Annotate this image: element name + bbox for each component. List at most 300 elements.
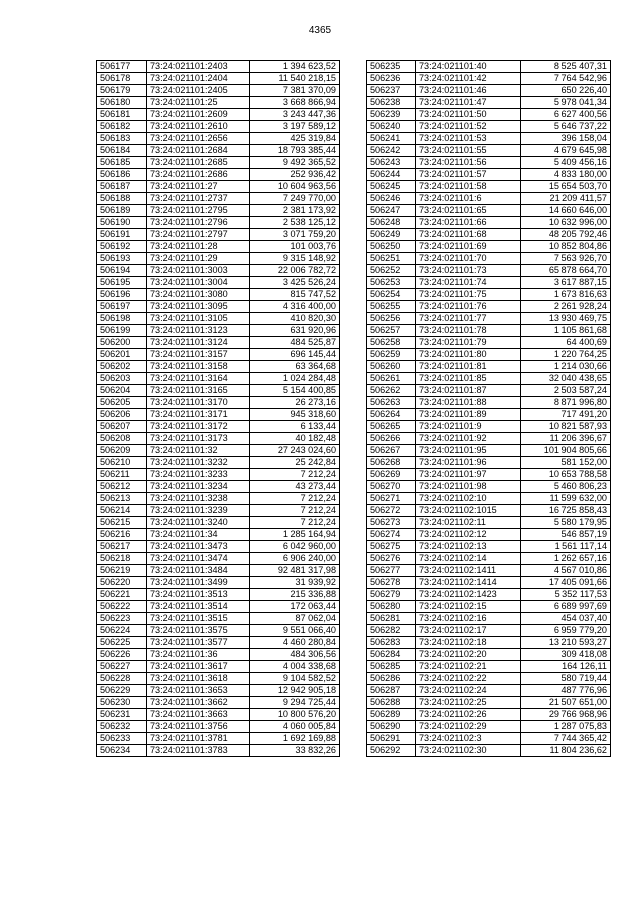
- record-number: 506248: [367, 217, 416, 229]
- cadastral-value: 6 689 997,69: [521, 601, 611, 613]
- cadastral-number: 73:24:021101:74: [416, 277, 521, 289]
- cadastral-value: 11 804 236,62: [521, 745, 611, 757]
- cadastral-number: 73:24:021101:47: [416, 97, 521, 109]
- record-number: 506279: [367, 589, 416, 601]
- cadastral-number: 73:24:021101:9: [416, 421, 521, 433]
- table-row: [97, 253, 340, 265]
- table-row: [367, 565, 611, 577]
- cadastral-value: 18 793 385,44: [250, 145, 340, 157]
- cadastral-value: 2 381 173,92: [250, 205, 340, 217]
- cadastral-number: 73:24:021101:50: [416, 109, 521, 121]
- record-number: 506190: [97, 217, 147, 229]
- table-row: [367, 277, 611, 289]
- table-row: [97, 409, 340, 421]
- record-number: 506193: [97, 253, 147, 265]
- record-number: 506257: [367, 325, 416, 337]
- cadastral-value: 10 604 963,56: [250, 181, 340, 193]
- cadastral-number: 73:24:021101:3232: [147, 457, 250, 469]
- cadastral-value: 48 205 792,46: [521, 229, 611, 241]
- cadastral-number: 73:24:021101:53: [416, 133, 521, 145]
- record-number: 506266: [367, 433, 416, 445]
- record-number: 506237: [367, 85, 416, 97]
- cadastral-number: 73:24:021101:56: [416, 157, 521, 169]
- table-row: [367, 217, 611, 229]
- table-row: [97, 709, 340, 721]
- table-row: [97, 421, 340, 433]
- table-row: [97, 565, 340, 577]
- cadastral-number: 73:24:021101:2610: [147, 121, 250, 133]
- cadastral-number: 73:24:021101:46: [416, 85, 521, 97]
- table-row: [97, 601, 340, 613]
- record-number: 506200: [97, 337, 147, 349]
- record-number: 506241: [367, 133, 416, 145]
- table-row: [97, 397, 340, 409]
- cadastral-value: 484 306,56: [250, 649, 340, 661]
- cadastral-number: 73:24:021101:2737: [147, 193, 250, 205]
- cadastral-number: 73:24:021102:20: [416, 649, 521, 661]
- cadastral-number: 73:24:021101:3239: [147, 505, 250, 517]
- record-number: 506201: [97, 349, 147, 361]
- cadastral-number: 73:24:021101:42: [416, 73, 521, 85]
- record-number: 506259: [367, 349, 416, 361]
- table-row: [367, 253, 611, 265]
- record-number: 506234: [97, 745, 147, 757]
- cadastral-value: 7 764 542,96: [521, 73, 611, 85]
- cadastral-number: 73:24:021102:1015: [416, 505, 521, 517]
- cadastral-number: 73:24:021101:78: [416, 325, 521, 337]
- cadastral-value: 6 627 400,56: [521, 109, 611, 121]
- cadastral-number: 73:24:021101:3662: [147, 697, 250, 709]
- cadastral-number: 73:24:021102:1414: [416, 577, 521, 589]
- table-row: [367, 229, 611, 241]
- record-number: 506231: [97, 709, 147, 721]
- record-number: 506223: [97, 613, 147, 625]
- table-row: [367, 433, 611, 445]
- cadastral-number: 73:24:021102:3: [416, 733, 521, 745]
- cadastral-value: 4 833 180,00: [521, 169, 611, 181]
- record-number: 506264: [367, 409, 416, 421]
- table-row: [367, 361, 611, 373]
- record-number: 506265: [367, 421, 416, 433]
- record-number: 506263: [367, 397, 416, 409]
- record-number: 506224: [97, 625, 147, 637]
- cadastral-value: 9 104 582,52: [250, 673, 340, 685]
- table-row: [97, 229, 340, 241]
- cadastral-number: 73:24:021101:69: [416, 241, 521, 253]
- cadastral-value: 9 294 725,44: [250, 697, 340, 709]
- table-row: [97, 385, 340, 397]
- cadastral-number: 73:24:021101:92: [416, 433, 521, 445]
- table-row: [97, 181, 340, 193]
- cadastral-number: 73:24:021101:3080: [147, 289, 250, 301]
- cadastral-number: 73:24:021101:3575: [147, 625, 250, 637]
- cadastral-value: 27 243 024,60: [250, 445, 340, 457]
- record-number: 506209: [97, 445, 147, 457]
- cadastral-value: 9 492 365,52: [250, 157, 340, 169]
- cadastral-number: 73:24:021101:55: [416, 145, 521, 157]
- cadastral-value: 580 719,44: [521, 673, 611, 685]
- cadastral-number: 73:24:021102:17: [416, 625, 521, 637]
- cadastral-number: 73:24:021101:80: [416, 349, 521, 361]
- record-number: 506222: [97, 601, 147, 613]
- cadastral-value: 309 418,08: [521, 649, 611, 661]
- table-row: [97, 169, 340, 181]
- cadastral-table-right: [366, 60, 611, 757]
- record-number: 506291: [367, 733, 416, 745]
- record-number: 506254: [367, 289, 416, 301]
- cadastral-value: 4 004 338,68: [250, 661, 340, 673]
- cadastral-value: 1 214 030,66: [521, 361, 611, 373]
- record-number: 506276: [367, 553, 416, 565]
- cadastral-value: 22 006 782,72: [250, 265, 340, 277]
- table-row: [367, 337, 611, 349]
- record-number: 506246: [367, 193, 416, 205]
- cadastral-number: 73:24:021101:3004: [147, 277, 250, 289]
- record-number: 506199: [97, 325, 147, 337]
- cadastral-number: 73:24:021101:98: [416, 481, 521, 493]
- table-row: [97, 685, 340, 697]
- table-row: [367, 289, 611, 301]
- table-row: [367, 313, 611, 325]
- table-row: [367, 457, 611, 469]
- table-row: [367, 109, 611, 121]
- table-row: [367, 637, 611, 649]
- table-row: [97, 157, 340, 169]
- table-row: [367, 529, 611, 541]
- table-row: [367, 421, 611, 433]
- record-number: 506253: [367, 277, 416, 289]
- record-number: 506198: [97, 313, 147, 325]
- table-row: [97, 349, 340, 361]
- cadastral-value: 7 212,24: [250, 469, 340, 481]
- table-row: [97, 697, 340, 709]
- table-row: [367, 169, 611, 181]
- record-number: 506208: [97, 433, 147, 445]
- cadastral-value: 7 212,24: [250, 517, 340, 529]
- table-row: [97, 613, 340, 625]
- table-row: [97, 505, 340, 517]
- cadastral-number: 73:24:021101:34: [147, 529, 250, 541]
- record-number: 506233: [97, 733, 147, 745]
- cadastral-value: 31 939,92: [250, 577, 340, 589]
- cadastral-number: 73:24:021101:96: [416, 457, 521, 469]
- table-row: [367, 385, 611, 397]
- cadastral-number: 73:24:021101:95: [416, 445, 521, 457]
- table-row: [367, 97, 611, 109]
- table-row: [97, 529, 340, 541]
- cadastral-value: 1 105 861,68: [521, 325, 611, 337]
- table-row: [97, 661, 340, 673]
- table-row: [97, 541, 340, 553]
- table-row: [97, 589, 340, 601]
- record-number: 506215: [97, 517, 147, 529]
- cadastral-number: 73:24:021101:3473: [147, 541, 250, 553]
- record-number: 506230: [97, 697, 147, 709]
- cadastral-value: 12 942 905,18: [250, 685, 340, 697]
- cadastral-value: 7 563 926,70: [521, 253, 611, 265]
- cadastral-value: 25 242,84: [250, 457, 340, 469]
- cadastral-value: 13 930 469,75: [521, 313, 611, 325]
- cadastral-table-left: [96, 60, 340, 757]
- record-number: 506271: [367, 493, 416, 505]
- cadastral-value: 5 580 179,95: [521, 517, 611, 529]
- cadastral-value: 32 040 438,65: [521, 373, 611, 385]
- page-number: 4365: [308, 25, 332, 36]
- table-row: [97, 337, 340, 349]
- cadastral-value: 10 800 576,20: [250, 709, 340, 721]
- cadastral-number: 73:24:021101:2656: [147, 133, 250, 145]
- cadastral-value: 16 725 858,43: [521, 505, 611, 517]
- cadastral-value: 40 182,48: [250, 433, 340, 445]
- record-number: 506258: [367, 337, 416, 349]
- cadastral-number: 73:24:021101:3783: [147, 745, 250, 757]
- table-row: [367, 745, 611, 757]
- table-row: [367, 469, 611, 481]
- cadastral-number: 73:24:021101:3172: [147, 421, 250, 433]
- cadastral-value: 4 679 645,98: [521, 145, 611, 157]
- cadastral-value: 5 352 117,53: [521, 589, 611, 601]
- cadastral-number: 73:24:021102:11: [416, 517, 521, 529]
- table-row: [367, 241, 611, 253]
- table-row: [367, 625, 611, 637]
- cadastral-number: 73:24:021101:3238: [147, 493, 250, 505]
- table-row: [97, 493, 340, 505]
- cadastral-value: 43 273,44: [250, 481, 340, 493]
- table-row: [367, 517, 611, 529]
- record-number: 506290: [367, 721, 416, 733]
- record-number: 506214: [97, 505, 147, 517]
- table-row: [367, 553, 611, 565]
- table-row: [367, 601, 611, 613]
- record-number: 506194: [97, 265, 147, 277]
- cadastral-number: 73:24:021101:6: [416, 193, 521, 205]
- record-number: 506269: [367, 469, 416, 481]
- table-row: [97, 433, 340, 445]
- table-row: [97, 625, 340, 637]
- cadastral-number: 73:24:021102:14: [416, 553, 521, 565]
- record-number: 506184: [97, 145, 147, 157]
- cadastral-number: 73:24:021102:29: [416, 721, 521, 733]
- cadastral-value: 631 920,96: [250, 325, 340, 337]
- table-row: [97, 313, 340, 325]
- table-row: [367, 373, 611, 385]
- cadastral-value: 8 871 996,80: [521, 397, 611, 409]
- cadastral-value: 9 315 148,92: [250, 253, 340, 265]
- record-number: 506272: [367, 505, 416, 517]
- table-row: [367, 577, 611, 589]
- cadastral-value: 101 003,76: [250, 241, 340, 253]
- table-row: [97, 457, 340, 469]
- table-row: [97, 517, 340, 529]
- cadastral-value: 17 405 091,66: [521, 577, 611, 589]
- cadastral-value: 3 425 526,24: [250, 277, 340, 289]
- cadastral-number: 73:24:021101:36: [147, 649, 250, 661]
- table-row: [97, 289, 340, 301]
- cadastral-number: 73:24:021101:28: [147, 241, 250, 253]
- cadastral-value: 4 316 400,00: [250, 301, 340, 313]
- table-row: [97, 193, 340, 205]
- cadastral-value: 2 538 125,12: [250, 217, 340, 229]
- cadastral-value: 15 654 503,70: [521, 181, 611, 193]
- cadastral-number: 73:24:021101:3173: [147, 433, 250, 445]
- record-number: 506281: [367, 613, 416, 625]
- record-number: 506226: [97, 649, 147, 661]
- record-number: 506181: [97, 109, 147, 121]
- record-number: 506182: [97, 121, 147, 133]
- cadastral-number: 73:24:021102:26: [416, 709, 521, 721]
- table-row: [97, 265, 340, 277]
- cadastral-number: 73:24:021101:27: [147, 181, 250, 193]
- record-number: 506228: [97, 673, 147, 685]
- cadastral-number: 73:24:021102:25: [416, 697, 521, 709]
- cadastral-number: 73:24:021101:2609: [147, 109, 250, 121]
- table-row: [97, 301, 340, 313]
- record-number: 506275: [367, 541, 416, 553]
- record-number: 506245: [367, 181, 416, 193]
- cadastral-number: 73:24:021101:2796: [147, 217, 250, 229]
- record-number: 506249: [367, 229, 416, 241]
- cadastral-number: 73:24:021101:2797: [147, 229, 250, 241]
- record-number: 506178: [97, 73, 147, 85]
- table-row: [367, 301, 611, 313]
- table-row: [97, 61, 340, 73]
- cadastral-number: 73:24:021101:2795: [147, 205, 250, 217]
- cadastral-value: 164 126,11: [521, 661, 611, 673]
- record-number: 506217: [97, 541, 147, 553]
- cadastral-value: 215 336,88: [250, 589, 340, 601]
- cadastral-value: 33 832,26: [250, 745, 340, 757]
- cadastral-number: 73:24:021101:65: [416, 205, 521, 217]
- cadastral-number: 73:24:021101:32: [147, 445, 250, 457]
- table-row: [367, 541, 611, 553]
- cadastral-value: 650 226,40: [521, 85, 611, 97]
- cadastral-number: 73:24:021101:3663: [147, 709, 250, 721]
- cadastral-number: 73:24:021101:3240: [147, 517, 250, 529]
- table-row: [367, 673, 611, 685]
- cadastral-value: 11 599 632,00: [521, 493, 611, 505]
- cadastral-number: 73:24:021101:70: [416, 253, 521, 265]
- cadastral-value: 21 209 411,57: [521, 193, 611, 205]
- record-number: 506185: [97, 157, 147, 169]
- cadastral-number: 73:24:021101:85: [416, 373, 521, 385]
- record-number: 506292: [367, 745, 416, 757]
- table-row: [367, 649, 611, 661]
- table-row: [97, 673, 340, 685]
- record-number: 506212: [97, 481, 147, 493]
- record-number: 506220: [97, 577, 147, 589]
- cadastral-value: 5 460 806,23: [521, 481, 611, 493]
- record-number: 506210: [97, 457, 147, 469]
- record-number: 506243: [367, 157, 416, 169]
- table-row: [367, 397, 611, 409]
- cadastral-value: 6 133,44: [250, 421, 340, 433]
- cadastral-number: 73:24:021101:3577: [147, 637, 250, 649]
- record-number: 506236: [367, 73, 416, 85]
- table-row: [97, 445, 340, 457]
- record-number: 506218: [97, 553, 147, 565]
- record-number: 506273: [367, 517, 416, 529]
- record-number: 506270: [367, 481, 416, 493]
- table-row: [97, 73, 340, 85]
- cadastral-value: 5 409 456,16: [521, 157, 611, 169]
- table-row: [97, 577, 340, 589]
- cadastral-number: 73:24:021101:3105: [147, 313, 250, 325]
- record-number: 506250: [367, 241, 416, 253]
- record-number: 506256: [367, 313, 416, 325]
- record-number: 506205: [97, 397, 147, 409]
- cadastral-value: 1 561 117,14: [521, 541, 611, 553]
- record-number: 506203: [97, 373, 147, 385]
- table-row: [97, 121, 340, 133]
- cadastral-number: 73:24:021101:3653: [147, 685, 250, 697]
- record-number: 506251: [367, 253, 416, 265]
- cadastral-value: 2 503 587,24: [521, 385, 611, 397]
- cadastral-number: 73:24:021102:13: [416, 541, 521, 553]
- record-number: 506288: [367, 697, 416, 709]
- cadastral-value: 1 673 816,63: [521, 289, 611, 301]
- cadastral-number: 73:24:021101:3515: [147, 613, 250, 625]
- table-row: [367, 349, 611, 361]
- cadastral-number: 73:24:021101:89: [416, 409, 521, 421]
- table-row: [367, 157, 611, 169]
- cadastral-number: 73:24:021101:88: [416, 397, 521, 409]
- cadastral-number: 73:24:021102:12: [416, 529, 521, 541]
- record-number: 506262: [367, 385, 416, 397]
- cadastral-value: 172 063,44: [250, 601, 340, 613]
- cadastral-value: 396 158,04: [521, 133, 611, 145]
- record-number: 506197: [97, 301, 147, 313]
- cadastral-value: 487 776,96: [521, 685, 611, 697]
- cadastral-value: 1 220 764,25: [521, 349, 611, 361]
- record-number: 506196: [97, 289, 147, 301]
- cadastral-value: 3 071 759,20: [250, 229, 340, 241]
- record-number: 506192: [97, 241, 147, 253]
- cadastral-value: 11 206 396,67: [521, 433, 611, 445]
- record-number: 506225: [97, 637, 147, 649]
- record-number: 506177: [97, 61, 147, 73]
- cadastral-number: 73:24:021101:29: [147, 253, 250, 265]
- record-number: 506260: [367, 361, 416, 373]
- cadastral-value: 252 936,42: [250, 169, 340, 181]
- cadastral-value: 9 551 066,40: [250, 625, 340, 637]
- table-row: [97, 637, 340, 649]
- cadastral-value: 10 632 996,00: [521, 217, 611, 229]
- cadastral-number: 73:24:021101:2685: [147, 157, 250, 169]
- table-row: [367, 493, 611, 505]
- cadastral-value: 8 525 407,31: [521, 61, 611, 73]
- cadastral-value: 65 878 664,70: [521, 265, 611, 277]
- table-row: [97, 481, 340, 493]
- cadastral-value: 10 852 804,86: [521, 241, 611, 253]
- record-number: 506232: [97, 721, 147, 733]
- record-number: 506242: [367, 145, 416, 157]
- record-number: 506179: [97, 85, 147, 97]
- cadastral-value: 1 692 169,88: [250, 733, 340, 745]
- cadastral-value: 26 273,16: [250, 397, 340, 409]
- cadastral-value: 7 381 370,09: [250, 85, 340, 97]
- cadastral-value: 945 318,60: [250, 409, 340, 421]
- table-row: [97, 649, 340, 661]
- table-row: [97, 745, 340, 757]
- record-number: 506229: [97, 685, 147, 697]
- cadastral-value: 1 394 623,52: [250, 61, 340, 73]
- table-row: [97, 361, 340, 373]
- record-number: 506247: [367, 205, 416, 217]
- record-number: 506235: [367, 61, 416, 73]
- record-number: 506202: [97, 361, 147, 373]
- record-number: 506286: [367, 673, 416, 685]
- record-number: 506188: [97, 193, 147, 205]
